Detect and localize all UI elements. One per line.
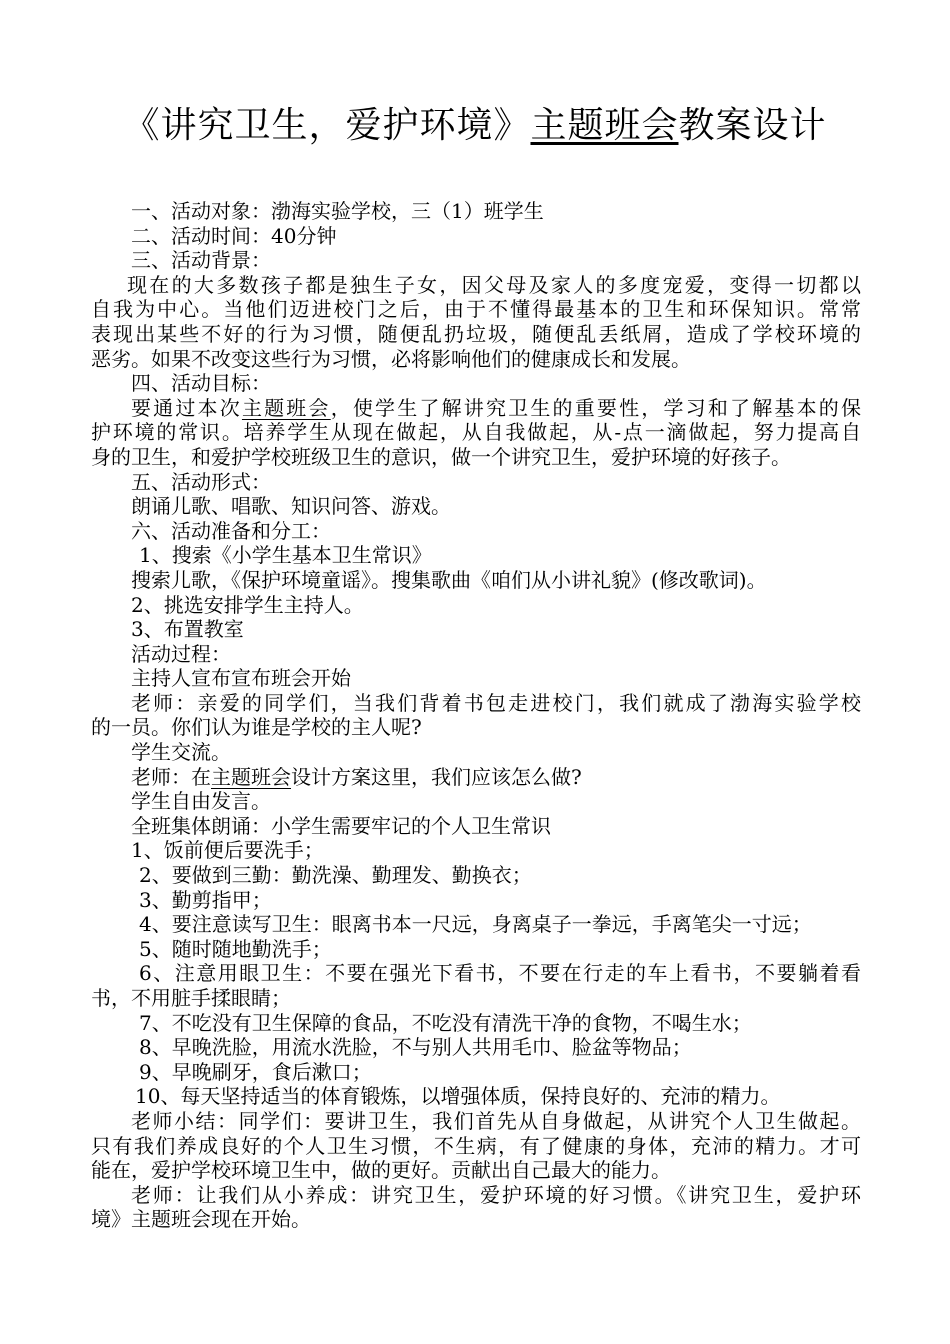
paragraph-line: 能在，爱护学校环境卫生中，做的更好。贡献出自己最大的能力。 xyxy=(91,1158,671,1183)
paragraph-line: 主持人宣布宣布班会开始 xyxy=(131,666,351,691)
text-span: ，使学生了解讲究卫生的重要性，学习和了解基本的保 xyxy=(330,395,861,420)
list-item: 4、要注意读写卫生：眼离书本一尺远，身离桌子一拳远，手离笔尖一寸远； xyxy=(139,912,812,937)
list-item: 10、每天坚持适当的体育锻炼，以增强体质，保持良好的、充沛的精力。 xyxy=(135,1084,781,1109)
topic-link[interactable]: 主题班会 xyxy=(211,764,291,789)
list-item: 1、搜索《小学生基本卫生常识》 xyxy=(139,543,432,568)
paragraph-line xyxy=(91,765,861,790)
section-heading: 四、活动目标： xyxy=(131,371,271,396)
paragraph-line: 学生自由发言。 xyxy=(131,789,271,814)
activity-time: 二、活动时间：40分钟 xyxy=(131,223,337,248)
title-link-text[interactable]: 主题班会 xyxy=(530,105,679,146)
section-heading: 活动过程： xyxy=(131,641,231,666)
list-item: 5、随时随地勤洗手； xyxy=(139,936,332,961)
document-title xyxy=(0,103,950,149)
paragraph-line: 朗诵儿歌、唱歌、知识问答、游戏。 xyxy=(131,494,451,519)
list-item: 7、不吃没有卫生保障的食品，不吃没有清洗干净的食物，不喝生水； xyxy=(139,1010,752,1035)
list-item: 9、早晚刷牙，食后漱口； xyxy=(139,1059,372,1084)
document-body xyxy=(91,199,861,1232)
paragraph-line: 境》主题班会现在开始。 xyxy=(91,1207,311,1232)
paragraph-line: 自我为中心。当他们迈进校门之后，由于不懂得最基本的卫生和环保知识。常常 xyxy=(91,297,861,322)
topic-link[interactable]: 主题班会 xyxy=(241,395,331,420)
list-item: 8、早晚洗脸，用流水洗脸，不与别人共用毛巾、脸盆等物品； xyxy=(139,1035,692,1060)
text-span: 设计方案这里，我们应该怎么做? xyxy=(291,764,582,789)
paragraph-line: 学生交流。 xyxy=(131,740,231,765)
paragraph-line: 身的卫生，和爱护学校班级卫生的意识，做一个讲究卫生，爱护环境的好孩子。 xyxy=(91,444,791,469)
section-heading: 五、活动形式： xyxy=(131,469,271,494)
section-heading: 三、活动背景： xyxy=(131,248,271,273)
paragraph-line xyxy=(91,396,861,421)
paragraph-line: 老师小结：同学们：要讲卫生，我们首先从自身做起，从讲究个人卫生做起。 xyxy=(131,1108,861,1133)
list-item: 1、饭前便后要洗手； xyxy=(131,838,324,863)
paragraph-line: 表现出某些不好的行为习惯，随便乱扔垃圾，随便乱丢纸屑，造成了学校环境的 xyxy=(91,321,861,346)
list-item: 2、要做到三勤：勤洗澡、勤理发、勤换衣； xyxy=(139,863,532,888)
text-span: 老师：在 xyxy=(131,764,211,789)
text-span: 要通过本次 xyxy=(131,395,242,420)
paragraph-line: 护环境的常识。培养学生从现在做起，从自我做起，从-点一滴做起，努力提高自 xyxy=(91,420,861,445)
title-text: 《讲究卫生，爱护环境》 xyxy=(123,105,531,146)
paragraph-line: 老师：亲爱的同学们，当我们背着书包走进校门，我们就成了渤海实验学校 xyxy=(131,690,861,715)
list-item-continued: 书，不用脏手揉眼睛； xyxy=(91,986,291,1010)
title-text-end: 教案设计 xyxy=(678,105,827,146)
list-item: 3、勤剪指甲； xyxy=(139,887,272,912)
list-item: 3、布置教室 xyxy=(131,617,244,642)
list-item: 2、挑选安排学生主持人。 xyxy=(131,592,364,617)
paragraph-line: 全班集体朗诵：小学生需要牢记的个人卫生常识 xyxy=(131,813,551,838)
section-heading: 六、活动准备和分工： xyxy=(131,518,331,543)
paragraph-line: 的一员。你们认为谁是学校的主人呢? xyxy=(91,715,422,740)
paragraph-line: 恶劣。如果不改变这些行为习惯，必将影响他们的健康成长和发展。 xyxy=(91,346,691,371)
paragraph-line: 搜索儿歌，《保护环境童谣》。搜集歌曲《咱们从小讲礼貌》(修改歌词)。 xyxy=(131,567,767,592)
activity-target: 一、活动对象：渤海实验学校，三（1）班学生 xyxy=(131,199,544,223)
paragraph-line: 现在的大多数孩子都是独生子女，因父母及家人的多度宠爱，变得一切都以 xyxy=(127,272,861,297)
paragraph-line: 只有我们养成良好的个人卫生习惯，不生病，有了健康的身体，充沛的精力。才可 xyxy=(91,1133,861,1158)
paragraph-line: 老师：让我们从小养成：讲究卫生，爱护环境的好习惯。《讲究卫生，爱护环 xyxy=(131,1182,861,1207)
list-item: 6、注意用眼卫生：不要在强光下看书，不要在行走的车上看书，不要躺着看 xyxy=(139,961,861,986)
